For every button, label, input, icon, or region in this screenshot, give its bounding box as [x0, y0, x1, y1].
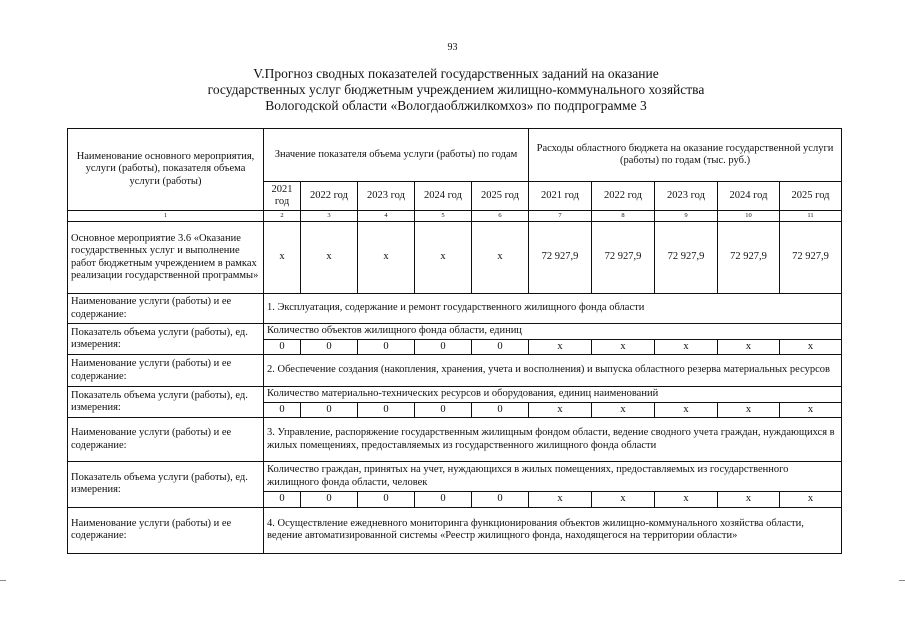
page-title — [120, 66, 792, 114]
header-year: 2025 год — [472, 182, 529, 211]
table-row — [68, 294, 842, 324]
value-cell: х — [718, 339, 780, 355]
page-number: 93 — [447, 42, 458, 53]
service-label: Наименование услуги (работы) и ее содержание: — [68, 355, 264, 387]
value-cell: х — [780, 402, 842, 418]
value-cell: 0 — [358, 402, 415, 418]
value-cell: х — [780, 492, 842, 508]
title-line-1: V.Прогноз сводных показателей государственных заданий на оказание — [253, 66, 659, 81]
indicator-label: Показатель объема услуги (работы), ед. измерения: — [68, 462, 264, 508]
value-cell: 0 — [415, 492, 472, 508]
column-number: 10 — [718, 211, 780, 222]
value-cell: 0 — [358, 339, 415, 355]
value-cell: х — [415, 222, 472, 294]
header-expenses-group: Расходы областного бюджета на оказание государственной услуги (работы) по годам (тыс. руб.) — [529, 129, 842, 182]
header-year: 2024 год — [718, 182, 780, 211]
value-cell: х — [655, 402, 718, 418]
value-cell: х — [592, 492, 655, 508]
value-cell: 0 — [264, 402, 301, 418]
header-year: 2023 год — [655, 182, 718, 211]
column-number: 4 — [358, 211, 415, 222]
title-line-2: государственных услуг бюджетным учреждением жилищно-коммунального хозяйства — [207, 82, 705, 97]
value-cell: 0 — [301, 492, 358, 508]
value-cell: х — [718, 402, 780, 418]
indicator-label: Показатель объема услуги (работы), ед. измерения: — [68, 387, 264, 418]
indicator-description: Количество материально-технических ресурсов и оборудования, единиц наименований — [264, 387, 842, 403]
activity-name: Основное мероприятие 3.6 «Оказание государственных услуг и выполнение работ бюджетным учреждением в рамках реализации государственной программы» — [68, 222, 264, 294]
column-number: 6 — [472, 211, 529, 222]
value-cell: х — [718, 492, 780, 508]
indicators-table — [67, 128, 842, 554]
column-number: 3 — [301, 211, 358, 222]
service-label: Наименование услуги (работы) и ее содержание: — [68, 294, 264, 324]
service-label: Наименование услуги (работы) и ее содержание: — [68, 418, 264, 462]
header-year: 2022 год — [592, 182, 655, 211]
value-cell: 0 — [472, 492, 529, 508]
value-cell: х — [472, 222, 529, 294]
value-cell: 72 927,9 — [529, 222, 592, 294]
header-year: 2021 год — [264, 182, 301, 211]
value-cell: х — [592, 402, 655, 418]
value-cell: 0 — [472, 339, 529, 355]
service-description: 3. Управление, распоряжение государственным жилищным фондом области, ведение сводного учета граждан, нуждающихся в жилых помещениях, предоставляемых из государственного жилищного фонда области — [264, 418, 842, 462]
service-label: Наименование услуги (работы) и ее содержание: — [68, 507, 264, 553]
value-cell: х — [655, 339, 718, 355]
service-description: 2. Обеспечение создания (накопления, хранения, учета и восполнения) и выпуска областного резерва материальных ресурсов — [264, 355, 842, 387]
header-name-column: Наименование основного мероприятия, услуги (работы), показателя объема услуги (работы) — [68, 129, 264, 211]
value-cell: х — [301, 222, 358, 294]
value-cell: х — [592, 339, 655, 355]
table-row — [68, 462, 842, 492]
value-cell: 0 — [472, 402, 529, 418]
column-number: 2 — [264, 211, 301, 222]
value-cell: 0 — [264, 339, 301, 355]
value-cell: х — [529, 339, 592, 355]
value-cell: 0 — [415, 402, 472, 418]
value-cell: х — [264, 222, 301, 294]
value-cell: 0 — [415, 339, 472, 355]
header-values-group: Значение показателя объема услуги (работы) по годам — [264, 129, 529, 182]
scan-edge-mark — [899, 580, 905, 581]
table-row — [68, 324, 842, 340]
table-row — [68, 222, 842, 294]
title-line-3: Вологодской области «Вологдаоблжилкомхоз» по подпрограмме 3 — [265, 98, 647, 113]
service-description: 4. Осуществление ежедневного мониторинга функционирования объектов жилищно-коммунального хозяйства области, ведение автоматизированной системы «Реестр жилищного фонда, находящегося на территории области» — [264, 507, 842, 553]
column-number: 1 — [68, 211, 264, 222]
table-row — [68, 418, 842, 462]
value-cell: 72 927,9 — [655, 222, 718, 294]
column-number: 8 — [592, 211, 655, 222]
indicator-description: Количество граждан, принятых на учет, нуждающихся в жилых помещениях, предоставляемых из государственного жилищного фонда области, человек — [264, 462, 842, 492]
table-row — [68, 507, 842, 553]
value-cell: 72 927,9 — [718, 222, 780, 294]
value-cell: х — [529, 402, 592, 418]
table-row — [68, 387, 842, 403]
column-number: 5 — [415, 211, 472, 222]
table-row — [68, 355, 842, 387]
value-cell: 0 — [358, 492, 415, 508]
value-cell: 72 927,9 — [780, 222, 842, 294]
value-cell: х — [780, 339, 842, 355]
service-description: 1. Эксплуатация, содержание и ремонт государственного жилищного фонда области — [264, 294, 842, 324]
indicator-label: Показатель объема услуги (работы), ед. измерения: — [68, 324, 264, 355]
header-year: 2023 год — [358, 182, 415, 211]
value-cell: 0 — [301, 339, 358, 355]
scan-edge-mark — [0, 580, 6, 581]
value-cell: х — [358, 222, 415, 294]
header-year: 2024 год — [415, 182, 472, 211]
value-cell: х — [529, 492, 592, 508]
header-year: 2022 год — [301, 182, 358, 211]
header-year: 2021 год — [529, 182, 592, 211]
column-number: 11 — [780, 211, 842, 222]
value-cell: 72 927,9 — [592, 222, 655, 294]
column-number: 9 — [655, 211, 718, 222]
value-cell: 0 — [301, 402, 358, 418]
indicator-description: Количество объектов жилищного фонда области, единиц — [264, 324, 842, 340]
column-number: 7 — [529, 211, 592, 222]
header-year: 2025 год — [780, 182, 842, 211]
value-cell: 0 — [264, 492, 301, 508]
value-cell: х — [655, 492, 718, 508]
